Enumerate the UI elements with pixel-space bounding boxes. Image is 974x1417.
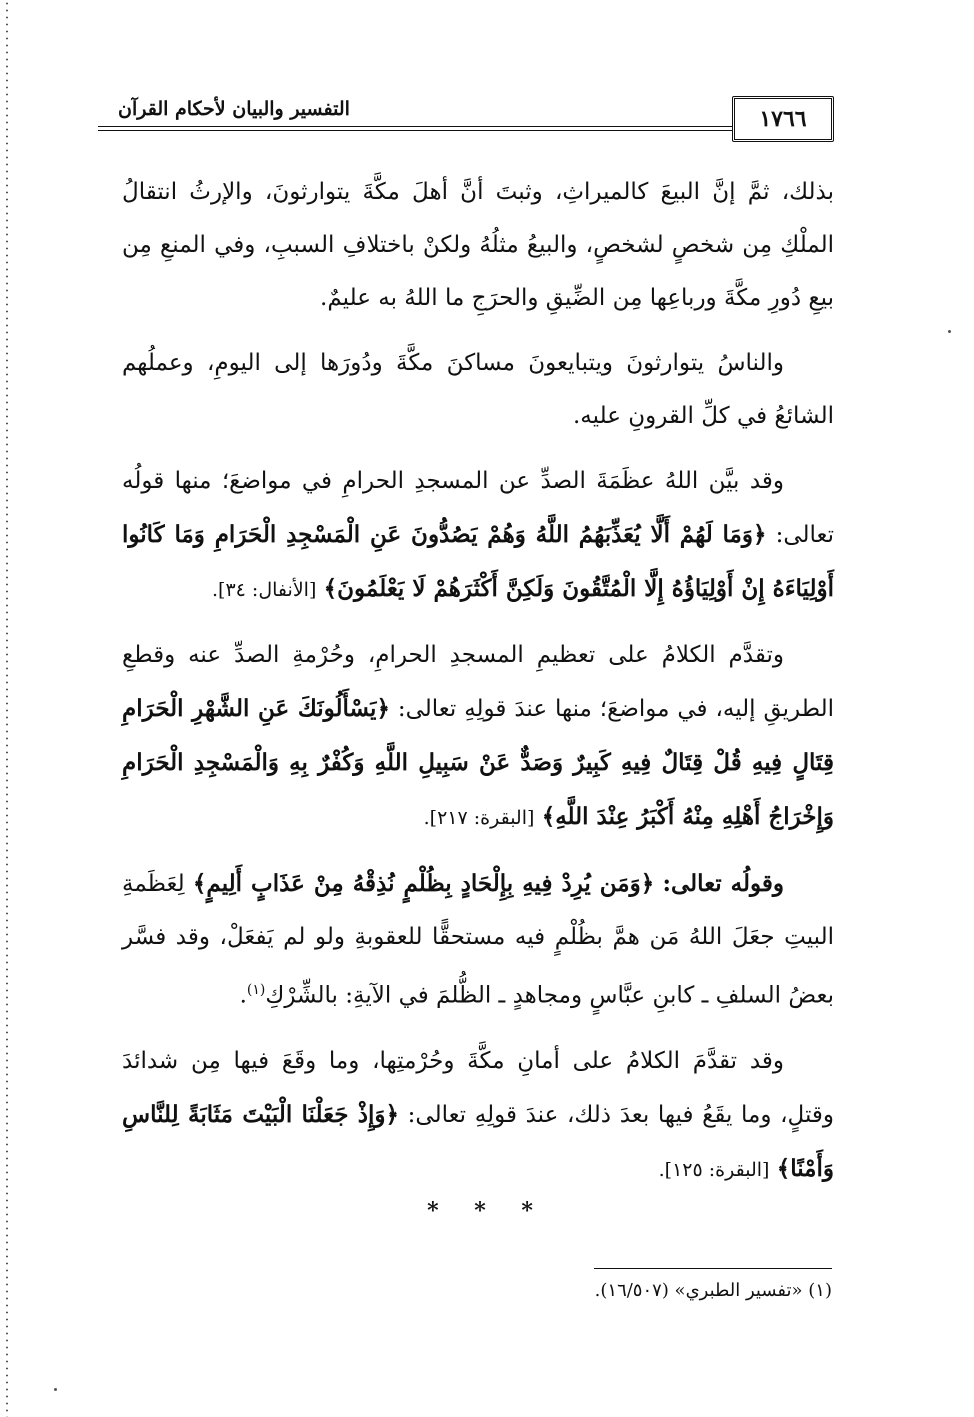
paragraph-4-intro: وتقدَّم الكلامُ على تعظيمِ المسجدِ الحرامِ، وحُرْمةِ الصدِّ عنه وقطعِ الطريقِ إليه، في مواضعَ؛ منها عندَ قولِهِ تعالى: xyxy=(122,642,835,722)
paragraph-2: والناسُ يتوارثونَ ويتبايعونَ مساكنَ مكَّةَ ودُورَها إلى اليومِ، وعملُهم الشائعُ في كلِّ القرونِ عليه. xyxy=(122,350,834,429)
verse-reference: [البقرة: ١٢٥]. xyxy=(658,1158,770,1181)
paragraph-5-end: . xyxy=(239,982,247,1009)
running-title: التفسير والبيان لأحكام القرآن xyxy=(118,98,350,120)
quran-verse-anfal-34: ﴿وَمَا لَهُمْ أَلَّا يُعَذِّبَهُمُ اللَّهُ وَهُمْ يَصُدُّونَ عَنِ الْمَسْجِدِ الْحَرَامِ وَمَا كَانُوا أَوْلِيَاءَهُ إِنْ أَوْلِيَاؤُهُ إِلَّا الْمُتَّقُونَ وَلَكِنَّ أَكْثَرَهُمْ لَا يَعْلَمُونَ﴾ xyxy=(122,521,834,602)
verse-reference: [البقرة: ٢١٧]. xyxy=(423,807,535,829)
footnote-marker[interactable]: (١) xyxy=(246,982,266,998)
scan-speck xyxy=(54,1388,57,1391)
section-separator: * * * xyxy=(427,1198,547,1224)
footnote: (١) «تفسير الطبري» (١٦/٥٠٧). xyxy=(594,1280,832,1301)
paragraph-6-intro: وقد تقدَّمَ الكلامُ على أمانِ مكَّةَ وحُرْمتِها، وما وقَعَ فيها مِن شدائدَ وقتلٍ، وما يقَعُ فيها بعدَ ذلك، عندَ قولِهِ تعالى: xyxy=(122,1047,835,1128)
footnote-rule xyxy=(594,1268,832,1269)
main-text xyxy=(122,166,834,1209)
page-number: ١٧٦٦ xyxy=(732,96,834,142)
paragraph-4 xyxy=(122,629,834,845)
paragraph-5 xyxy=(122,857,834,1023)
paragraph-6 xyxy=(122,1035,834,1197)
verse-reference: [الأنفال: ٣٤]. xyxy=(212,579,317,601)
quran-verse-hajj-25: ﴿وَمَن يُرِدْ فِيهِ بِإِلْحَادٍ بِظُلْمٍ نُذِقْهُ مِنْ عَذَابٍ أَلِيمٍ﴾ xyxy=(192,870,655,897)
quran-verse-baqarah-217: ﴿يَسْأَلُونَكَ عَنِ الشَّهْرِ الْحَرَامِ قِتَالٍ فِيهِ قُلْ قِتَالٌ فِيهِ كَبِيرٌ وَصَدٌّ عَنْ سَبِيلِ اللَّهِ وَكُفْرٌ بِهِ وَالْمَسْجِدِ الْحَرَامِ وَإِخْرَاجُ أَهْلِهِ مِنْهُ أَكْبَرُ عِنْدَ اللَّهِ﴾ xyxy=(122,695,834,830)
scan-speck xyxy=(948,330,951,333)
paragraph-5-text: لِعَظَمةِ البيتِ جعَلَ اللهُ مَن همَّ بظُلْمٍ فيه مستحقًّا للعقوبةِ ولو لم يَفعَلْ، وقد فسَّر بعضُ السلفِ ـ كابنِ عبَّاسٍ ومجاهدٍ ـ الظُّلمَ في الآيةِ: بالشِّرْكِ xyxy=(122,871,834,1009)
quran-verse-baqarah-125: ﴿وَإِذْ جَعَلْنَا الْبَيْتَ مَثَابَةً لِلنَّاسِ وَأَمْنًا﴾ xyxy=(122,1100,834,1182)
paragraph-3 xyxy=(122,455,834,617)
page-header xyxy=(98,92,830,142)
paragraph-3-intro: وقد بيَّن اللهُ عظَمَةَ الصدِّ عن المسجدِ الحرامِ في مواضعَ؛ منها قولُه تعالى: xyxy=(122,468,835,548)
paragraph-1: بذلك، ثمَّ إنَّ البيعَ كالميراثِ، وثبتَ أنَّ أهلَ مكَّةَ يتوارثونَ، والإرثُ انتقالُ الملْكِ مِن شخصٍ لشخصٍ، والبيعُ مثلُهُ ولكنْ باختلافِ السببِ، وفي المنعِ مِن بيعِ دُورِ مكَّةَ ورباعِها مِن الضِّيقِ والحرَجِ ما اللهُ به عليمٌ. xyxy=(122,179,834,311)
section-lead: وقولُه تعالى: xyxy=(662,870,785,897)
header-rule-bottom xyxy=(98,130,830,131)
header-rule-top xyxy=(98,126,830,127)
